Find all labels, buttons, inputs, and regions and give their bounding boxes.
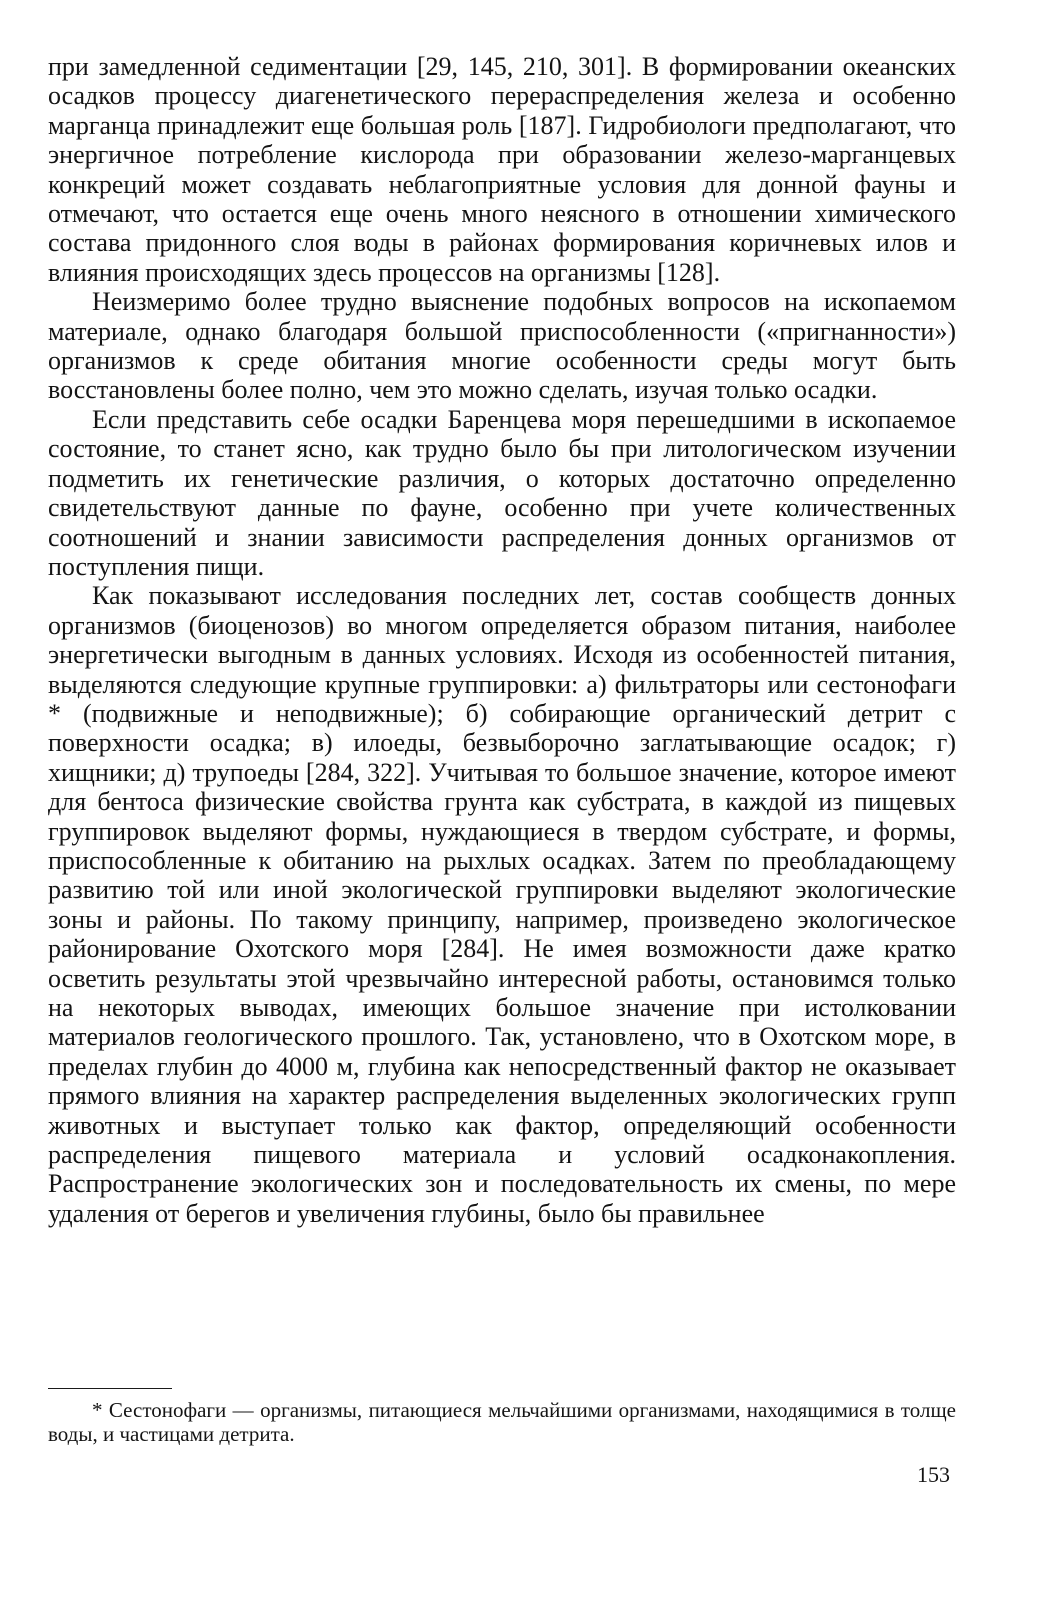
footnote: * Сестонофаги — организмы, питающиеся мельчайшими организмами, находящимися в толще воды, и частицами детрита. (48, 1398, 956, 1446)
page-content (48, 52, 956, 1228)
page-number: 153 (917, 1462, 950, 1487)
body-text (48, 52, 956, 1228)
paragraph: Если представить себе осадки Баренцева моря перешедшими в ископаемое состояние, то станет ясно, как трудно было бы при литологическом изучении подметить их генетические различия, о которых достаточно определенно свидетельствуют данные по фауне, особенно при учете количественных соотношений и знании зависимости распределения донных организмов от поступления пищи. (48, 404, 956, 581)
paragraph-continuation: при замедленной седиментации [29, 145, 210, 301]. В формировании океанских осадков процессу диагенетического перераспределения железа и особенно марганца принадлежит еще большая роль [187]. Гидробиологи предполагают, что энергичное потребление кислорода при образовании железо-марганцевых конкреций может создавать неблагоприятные условия для донной фауны и отмечают, что остается еще очень много неясного в отношении химического состава придонного слоя воды в районах формирования коричневых илов и влияния происходящих здесь процессов на организмы [128]. (48, 52, 956, 287)
footnote-divider (48, 1388, 172, 1389)
paragraph: Как показывают исследования последних лет, состав сообществ донных организмов (биоценозов) во многом определяется образом питания, наиболее энергетически выгодным в данных условиях. Исходя из особенностей питания, выделяются следующие крупные группировки: а) фильтраторы или сестонофаги * (подвижные и неподвижные); б) собирающие органический детрит с поверхности осадка; в) илоеды, безвыборочно заглатывающие осадок; г) хищники; д) трупоеды [284, 322]. Учитывая то большое значение, которое имеют для бентоса физические свойства грунта как субстрата, в каждой из пищевых группировок выделяют формы, нуждающиеся в твердом субстрате, и формы, приспособленные к обитанию на рыхлых осадках. Затем по преобладающему развитию той или иной экологической группировки выделяют экологические зоны и районы. По такому принципу, например, произведено экологическое районирование Охотского моря [284]. Не имея возможности даже кратко осветить результаты этой чрезвычайно интересной работы, остановимся только на некоторых выводах, имеющих большое значение при истолковании материалов геологического прошлого. Так, установлено, что в Охотском море, в пределах глубин до 4000 м, глубина как непосредственный фактор не оказывает прямого влияния на характер распределения выделенных экологических групп животных и выступает только как фактор, определяющий особенности распределения пищевого материала и условий осадконакопления. Распространение экологических зон и последовательность их смены, по мере удаления от берегов и увеличения глубины, было бы правильнее (48, 581, 956, 1228)
paragraph: Неизмеримо более трудно выяснение подобных вопросов на ископаемом материале, однако благодаря большой приспособленности («пригнанности») организмов к среде обитания многие особенности среды могут быть восстановлены более полно, чем это можно сделать, изучая только осадки. (48, 287, 956, 405)
